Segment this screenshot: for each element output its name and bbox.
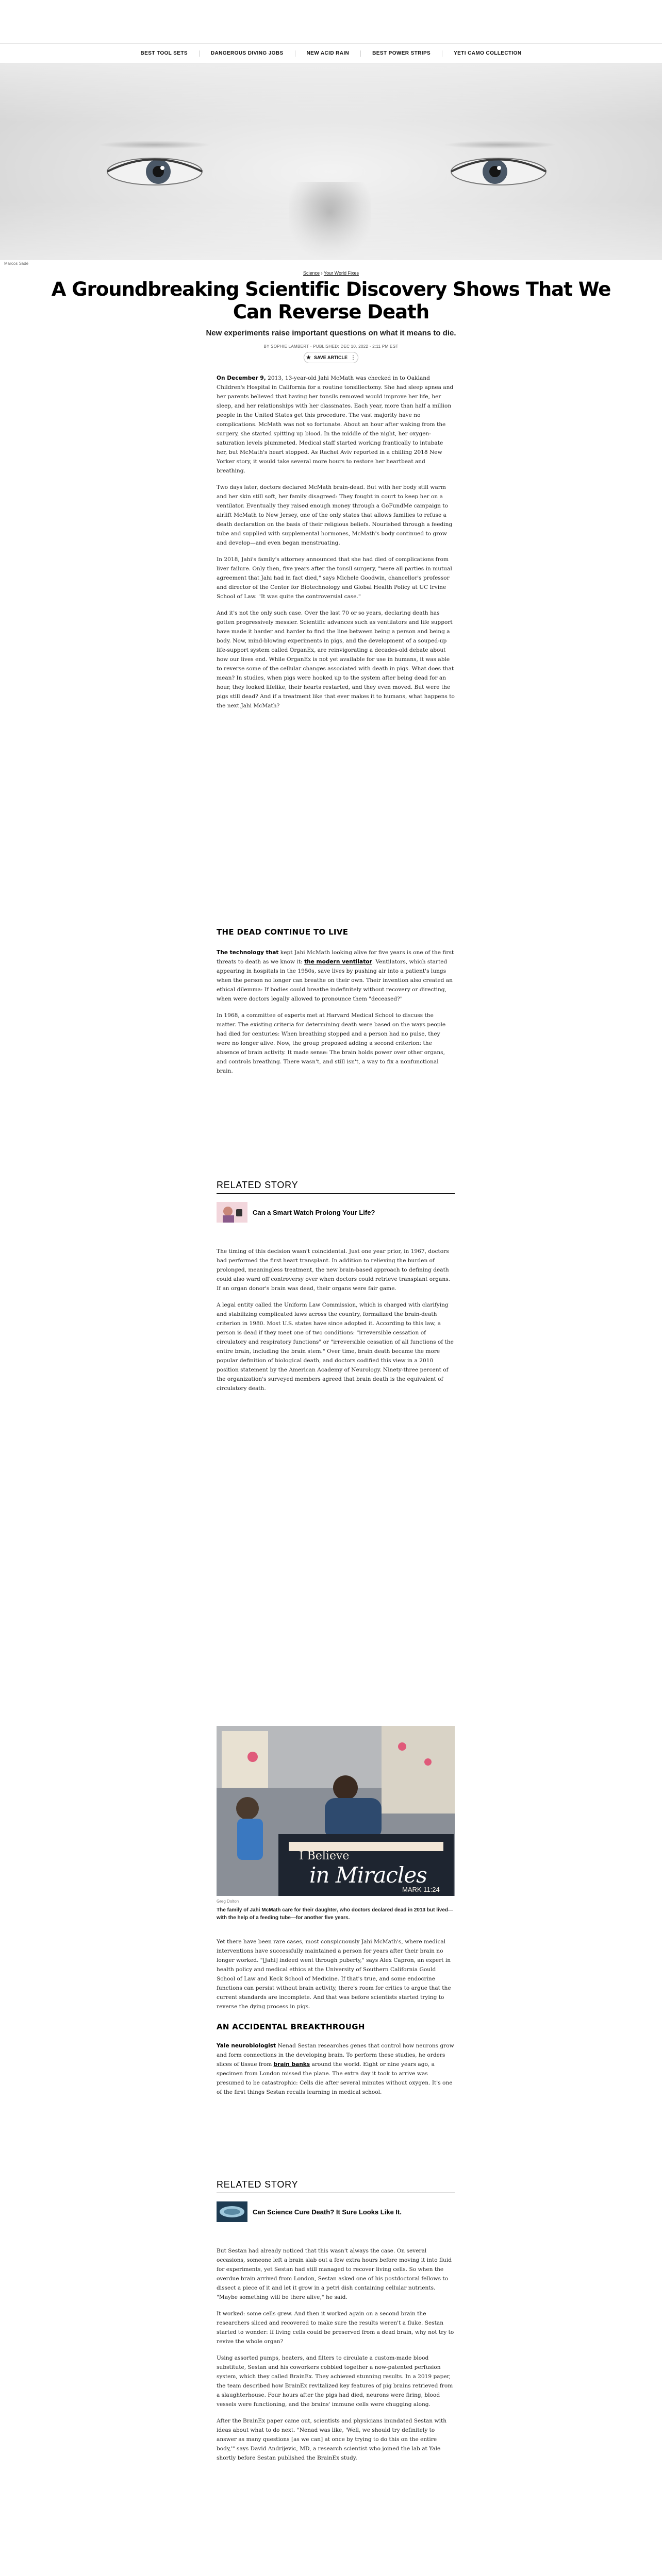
article-intro: [217, 374, 455, 710]
related-story-2: [217, 2179, 455, 2222]
inline-link[interactable]: the modern ventilator: [304, 959, 372, 965]
save-article-label: SAVE ARTICLE: [313, 355, 347, 360]
bookmark-icon: ★: [306, 354, 311, 361]
nav-item-yeti-camo[interactable]: YETI CAMO COLLECTION: [454, 50, 522, 56]
section-heading: THE DEAD CONTINUE TO LIVE: [217, 927, 349, 937]
inline-link[interactable]: brain banks: [273, 2061, 310, 2067]
breadcrumb-separator: ›: [321, 270, 323, 276]
paragraph: On December 9, 2013, 13-year-old Jahi McMath was checked in to Oakland Children's Hospital in California for a routine tonsillectomy. She had sleep apnea and her parents believed that having her tonsils removed would improve her life, her sleep, and her relationships with her classmates. Each year, more than half a million people in the United States get this procedure. The vast majority have no complications. McMath was not so fortunate. About an hour after waking from the surgery, she started spitting up blood. In the middle of the night, her oxygen-saturation levels plummeted. Medical staff started working frantically to intubate her, but McMath's heart stopped. As Rachel Aviv reported in a chilling 2018 New Yorker story, it would take several more hours to restore her heartbeat and breathing.: [217, 375, 454, 474]
nav-item-power-strips[interactable]: BEST POWER STRIPS: [361, 50, 442, 57]
hero-image: [0, 63, 662, 260]
section1c-body: [217, 1937, 455, 2011]
hero-fog-overlay: [0, 63, 662, 260]
nav-item-tool-sets[interactable]: BEST TOOL SETS: [129, 50, 200, 57]
paragraph: The technology that kept Jahi McMath looking alive for five years is one of the first threats to death as we know it: the modern ventilator. Ventilators, which started appearing in hospitals in the 1950s, save lives by pushing air into a patient's lungs when the person no longer can breathe on their own. Their invention also created an ethical dilemma: If bodies could breathe indefinitely without recovery or directing, when were doctors legally allowed to pronounce them "deceased?": [217, 950, 454, 1002]
section-heading-breakthrough: [217, 2022, 455, 2031]
section1-body: [217, 948, 455, 1076]
article-photo: [217, 1726, 455, 1896]
related-story-title[interactable]: Can Science Cure Death? It Sure Looks Like It.: [253, 2208, 402, 2216]
save-article-button[interactable]: [304, 352, 358, 363]
nav-item-acid-rain[interactable]: NEW ACID RAIN: [295, 50, 361, 57]
paragraph: And it's not the only such case. Over the last 70 or so years, declaring death has gotten progressively messier. Scientific advances such as ventilators and life support have made it harder and harder to find the line between being a person and being a body. Now, mind-blowing experiments in pigs, and the development of a souped-up life-support system called OrganEx, are reinvigorating a decades-old debate about how our lives end. While OrganEx is not yet available for use in humans, it was able to reverse some of the cellular changes associated with death in pigs. What does that mean? In studies, when pigs were hooked up to the system after being dead for an hour, they looked lifelike, their hearts restarted, and they even moved. But were the pigs still dead? And if a treatment like that ever makes it to humans, what happens to the next Jahi McMath?: [217, 610, 455, 709]
hero-credit: Marcos Sadé: [4, 261, 29, 266]
section2b-body: [217, 2246, 455, 2463]
banner-text-b: in Miracles: [309, 1862, 427, 1888]
section1b-body: [217, 1247, 455, 1393]
banner-text-a: I Believe: [299, 1850, 350, 1862]
trending-nav: [0, 44, 662, 63]
photo-credit: Greg Dolton: [217, 1899, 239, 1904]
related-story-label: RELATED STORY: [217, 1180, 455, 1194]
article-headline: A Groundbreaking Scientific Discovery Shows That We Can Reverse Death: [51, 278, 611, 323]
breadcrumb: [0, 270, 662, 276]
article-byline: BY SOPHIE LAMBERT · PUBLISHED: DEC 10, 2022 · 2:11 PM EST: [263, 344, 399, 349]
nav-item-diving-jobs[interactable]: DANGEROUS DIVING JOBS: [200, 50, 295, 57]
paragraph: In 1968, a committee of experts met at Harvard Medical School to discuss the matter. The existing criteria for determining death were based on the ways people had died for centuries: When breathing stopped and a person had no pulse, they were no longer alive. Now, the group proposed adding a second criterion: the absence of brain activity. It made sense: The brain holds power over other organs, and controls breathing. There wasn't, and still isn't, a way to fix a nonfunctional brain.: [217, 1012, 446, 1074]
paragraph: It worked: some cells grew. And then it worked again on a second brain the researchers sliced and recovered to make sure the results weren't a fluke. Sestan started to wonder: If living cells could be preserved from a dead brain, why not try to revive the whole organ?: [217, 2311, 454, 2345]
section2-body: [217, 2041, 455, 2097]
paragraph: Two days later, doctors declared McMath brain-dead. But with her body still warm and her skin still soft, her family disagreed: They fought in court to keep her on a ventilator. Eventually they raised enough money through a GoFundMe campaign to airlift McMath to New Jersey, one of the only states that allows families to refuse a death declaration on the basis of their religious beliefs. Nourished through a feeding tube and supplied with supplemental hormones, McMath's body continued to grow and develop—and even began menstruating.: [217, 484, 453, 546]
section-heading-dead-continue: [217, 927, 455, 937]
related-story-1: [217, 1180, 455, 1223]
related-story-label: RELATED STORY: [217, 2179, 455, 2193]
breadcrumb-section[interactable]: Science: [303, 270, 320, 276]
smartwatch-thumbnail-icon: [217, 1202, 247, 1223]
related-story-card[interactable]: [217, 2201, 455, 2222]
cryo-thumbnail-icon: [217, 2201, 247, 2222]
related-story-title[interactable]: Can a Smart Watch Prolong Your Life?: [253, 1208, 375, 1216]
paragraph: After the BrainEx paper came out, scientists and physicians inundated Sestan with ideas about what to do next. "Nenad was like, 'Well, we should try definitely to answer as many questions [as we can] at once by trying to do this on the entire body,'" says David Andrijevic, MD, a research scientist who joined the lab at Yale shortly before Sestan published the BrainEx study.: [217, 2418, 447, 2461]
breadcrumb-subsection[interactable]: Your World Fixes: [323, 270, 359, 276]
related-story-thumbnail[interactable]: [217, 2201, 247, 2222]
site-header: [0, 0, 662, 44]
paragraph: Yale neurobiologist Nenad Sestan researches genes that control how neurons grow and form connections in the developing brain. To perform these studies, he orders slices of tissue from brain banks around the world. Eight or nine years ago, a specimen from London missed the plane. The extra day it took to arrive was presumed to be catastrophic: Cells die after several minutes without oxygen. It's one of the first things Sestan recalls learning in medical school.: [217, 2043, 454, 2095]
paragraph: A legal entity called the Uniform Law Commission, which is charged with clarifying and stabilizing complicated laws across the country, formalized the brain-death criterion in 1980. Most U.S. states have since adopted it. According to this law, a person is dead if they meet one of two conditions: "irreversible cessation of circulatory and respiratory functions" or "irreversible cessation of all functions of the entire brain, including the brain stem." Over time, brain death became the more popular definition of biological death, and doctors codified this view in a 2010 position statement by the American Academy of Neurology. Ninety-three percent of the organization's surveyed members agreed that brain death is the equivalent of circulatory death.: [217, 1302, 454, 1392]
banner-ref: MARK 11:24: [402, 1886, 440, 1893]
related-story-card[interactable]: [217, 1202, 455, 1223]
article-dek: New experiments raise important questions on what it means to die.: [206, 329, 456, 337]
paragraph: Yet there have been rare cases, most conspicuously Jahi McMath's, where medical interventions have successfully maintained a person for years after their brain no longer worked. "[Jahi] indeed went through puberty," says Alex Capron, an expert in health policy and medical ethics at the University of Southern California Gould School of Law and Keck School of Medicine. If that's true, and some endocrine functions can persist without brain activity, there's room for critics to argue that the current standards are incomplete. And that was before scientists started trying to reverse the dying process in pigs.: [217, 1939, 451, 2010]
paragraph: In 2018, Jahi's family's attorney announced that she had died of complications from liver failure. Only then, five years after the tonsil surgery, "were all parties in mutual agreement that Jahi had in fact died," says Michele Goodwin, chancellor's professor and director of the Center for Biotechnology and Global Health Policy at UC Irvine School of Law. "It was quite the controversial case.": [217, 556, 452, 600]
related-story-thumbnail[interactable]: [217, 1202, 247, 1223]
paragraph: Using assorted pumps, heaters, and filters to circulate a custom-made blood substitute, Sestan and his coworkers cobbled together a now-patented perfusion system, which they called BrainEx. They achieved stunning results. In a 2019 paper, the team described how BrainEx revitalized key features of pig brains retrieved from a slaughterhouse. Four hours after the pigs had died, neurons were firing, blood vessels were functioning, and the brains' immune cells were chugging along.: [217, 2355, 453, 2408]
photo-caption: The family of Jahi McMath care for their daughter, who doctors declared dead in 2013 but lived—with the help of a feeding tube—for another five years.: [217, 1907, 453, 1921]
paragraph: But Sestan had already noticed that this wasn't always the case. On several occasions, someone left a brain slab out a few extra hours before moving it into fluid for experiments, yet Sestan had still managed to recover living cells. So when the overdue brain arrived from London, Sestan asked one of his postdoctoral fellows to dissect a piece of it and let it grow in a petri dish containing cellular nutrients. "Maybe something will be there alive," he said.: [217, 2248, 452, 2300]
section-heading: AN ACCIDENTAL BREAKTHROUGH: [217, 2022, 365, 2031]
more-options-icon[interactable]: ⋮: [350, 354, 356, 361]
paragraph: The timing of this decision wasn't coincidental. Just one year prior, in 1967, doctors had performed the first heart transplant. In addition to relieving the burden of prolonged, meaningless treatment, the new brain-based approach to defining death could also ward off controversy over when doctors could retrieve transplant organs. If an organ donor's brain was dead, their organs were fair game.: [217, 1248, 450, 1292]
